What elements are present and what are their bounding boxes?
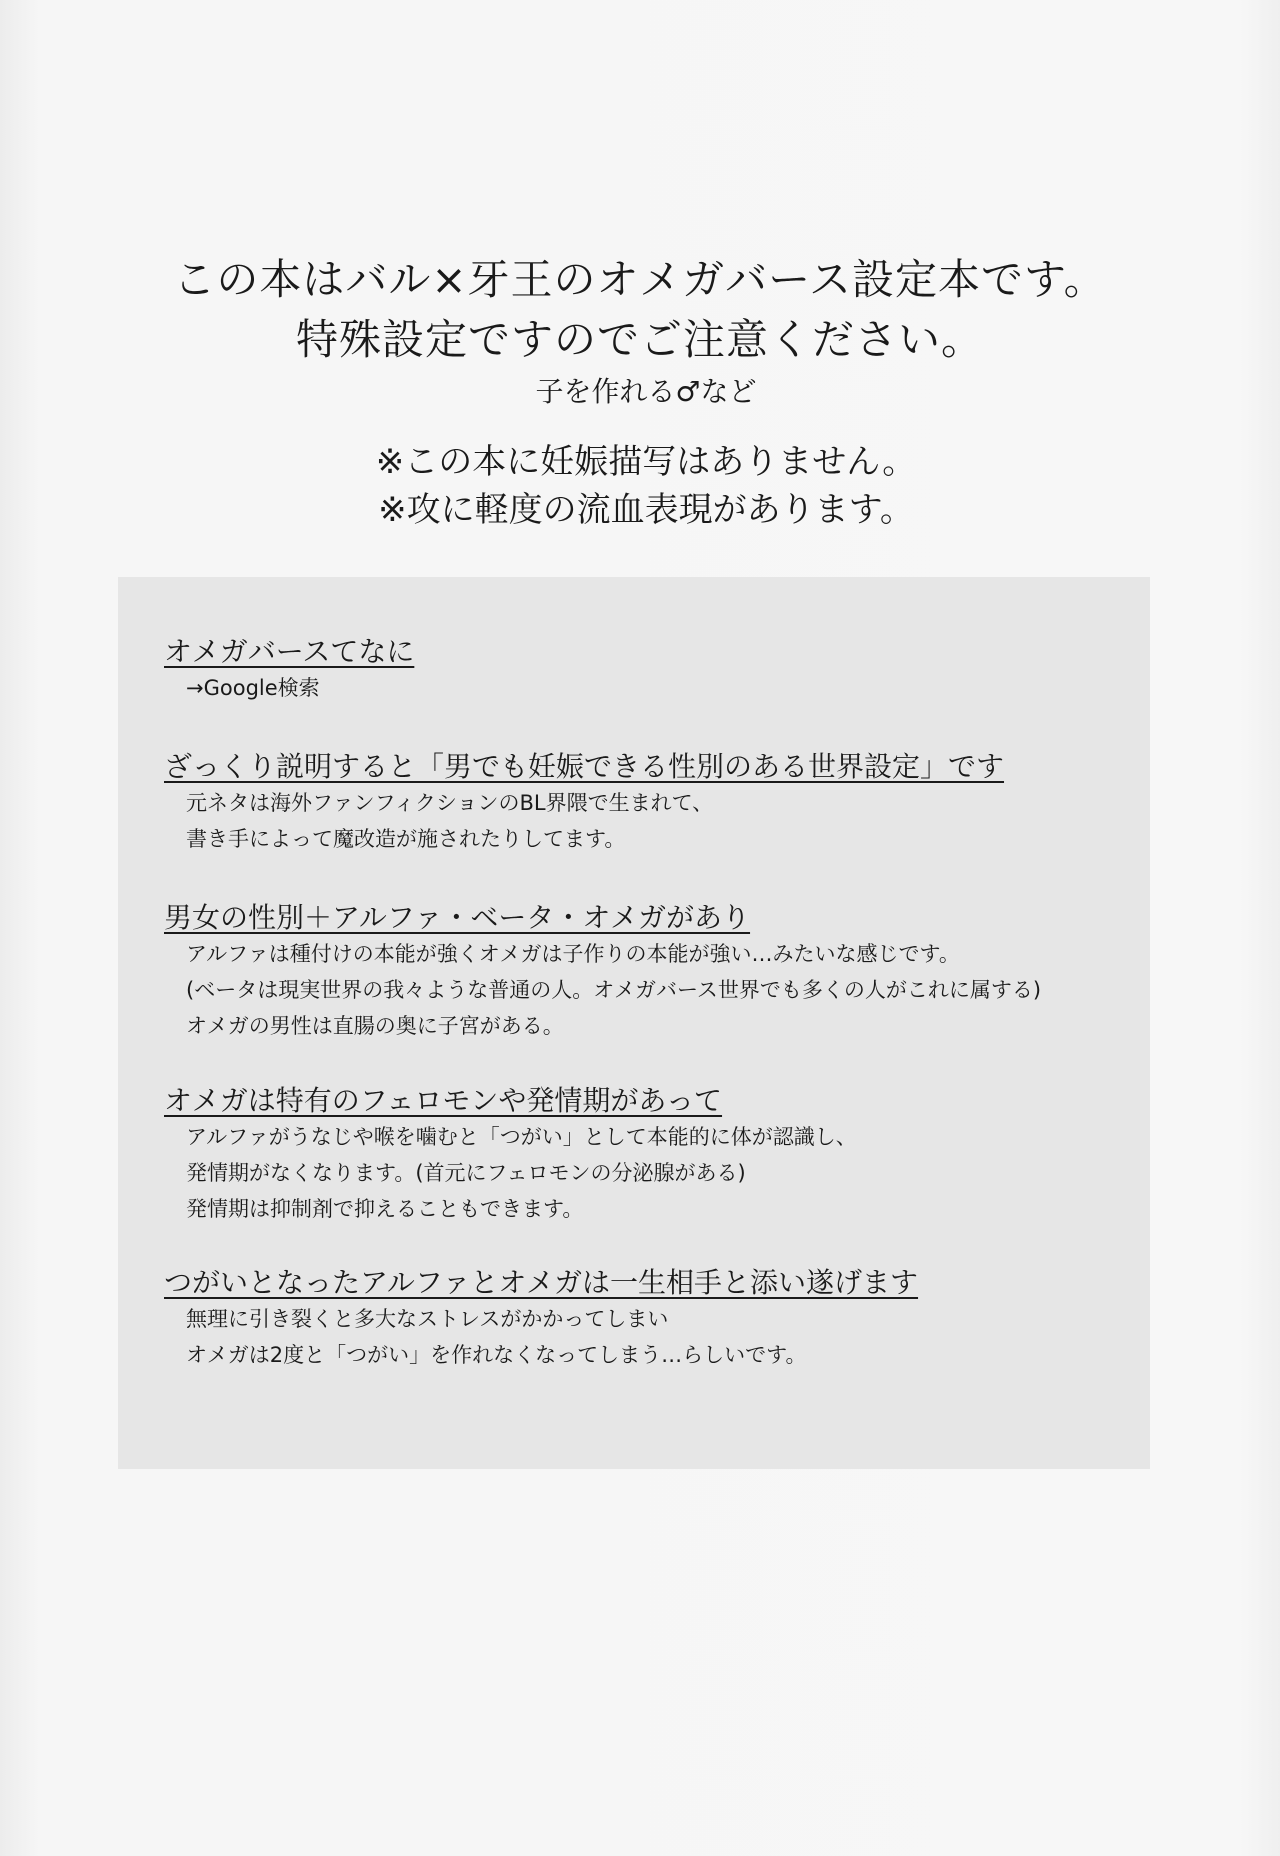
explanation-box — [118, 577, 1150, 1469]
title-line-2: 特殊設定ですのでご注意ください。 — [295, 315, 984, 364]
section-line: 元ネタは海外ファンフィクションのBL界隈で生まれて、 — [186, 791, 714, 815]
section-heading: オメガバースてなに — [164, 635, 415, 668]
section-line: 書き手によって魔改造が施されたりしてます。 — [186, 827, 626, 851]
title-note: 子を作れる♂など — [535, 375, 757, 408]
section-line: (ベータは現実世界の我々ような普通の人。オメガバース世界でも多くの人がこれに属する) — [186, 978, 1042, 1002]
section-heading: オメガは特有のフェロモンや発情期があって — [164, 1084, 723, 1117]
section-heading: ざっくり説明すると「男でも妊娠できる性別のある世界設定」です — [164, 750, 1005, 783]
section-genders — [164, 900, 1124, 1044]
section-line: 無理に引き裂くと多大なストレスがかかってしまい — [186, 1307, 669, 1331]
section-pheromones — [164, 1083, 1124, 1227]
section-line: →Google検索 — [186, 676, 320, 700]
section-line: オメガの男性は直腸の奥に子宮がある。 — [186, 1014, 564, 1038]
section-line: 発情期は抑制剤で抑えることもできます。 — [186, 1197, 584, 1221]
section-heading: 男女の性別＋アルファ・ベータ・オメガがあり — [164, 901, 751, 934]
warning-line-2: ※攻に軽度の流血表現があります。 — [378, 490, 914, 530]
section-line: オメガは2度と「つがい」を作れなくなってしまう…らしいです。 — [186, 1343, 807, 1367]
section-what-is — [164, 634, 1124, 706]
section-line: 発情期がなくなります。(首元にフェロモンの分泌腺がある) — [186, 1161, 746, 1185]
content-warnings — [0, 438, 1280, 534]
title-line-1: この本はバル×牙王のオメガバース設定本です。 — [173, 255, 1107, 304]
section-bond — [164, 1265, 1124, 1373]
section-line: アルファは種付けの本能が強くオメガは子作りの本能が強い…みたいな感じです。 — [186, 942, 960, 966]
intro-header — [0, 250, 1280, 412]
section-heading: つがいとなったアルファとオメガは一生相手と添い遂げます — [164, 1266, 919, 1299]
section-line: アルファがうなじや喉を噛むと「つがい」として本能的に体が認識し、 — [186, 1125, 857, 1149]
warning-line-1: ※この本に妊娠描写はありません。 — [375, 442, 917, 482]
section-summary — [164, 749, 1124, 857]
